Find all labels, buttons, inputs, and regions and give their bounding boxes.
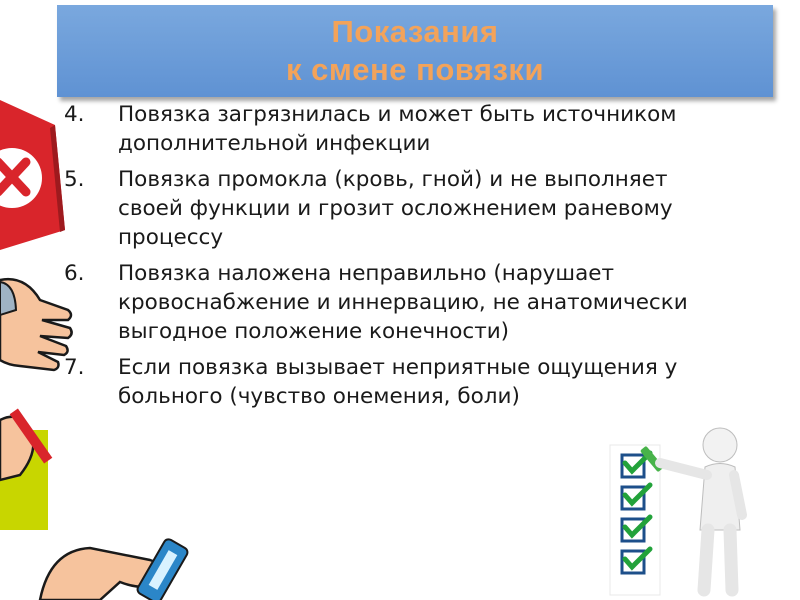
slide-title-line-2: к смене повязки [286, 52, 544, 87]
list-item-number: 5. [64, 167, 85, 192]
pencil-hand-icon [0, 400, 75, 530]
list-item-text: Если повязка вызывает неприятные ощущения у больного (чувство онемения, боли) [118, 355, 678, 409]
list-item-number: 6. [64, 261, 85, 286]
list-item [64, 165, 704, 252]
figure-checklist-icon [560, 405, 790, 600]
list-item [64, 259, 704, 346]
list-item-text: Повязка промокла (кровь, гной) и не выполняет своей функции и грозит осложнением раневому процессу [118, 167, 673, 250]
list-item [64, 100, 704, 158]
slide-title [57, 13, 773, 89]
list-item [64, 353, 704, 411]
thermometer-hand-icon [30, 520, 230, 600]
red-cross-card-icon [0, 100, 70, 250]
indications-list [64, 100, 704, 418]
list-item-text: Повязка загрязнилась и может быть источником дополнительной инфекции [118, 102, 677, 156]
list-item-text: Повязка наложена неправильно (нарушает кровоснабжение и иннервацию, не анатомически выгодное положение конечности) [118, 261, 688, 344]
list-item-number: 7. [64, 355, 85, 380]
slide-title-line-1: Показания [331, 14, 499, 49]
list-item-number: 4. [64, 102, 85, 127]
